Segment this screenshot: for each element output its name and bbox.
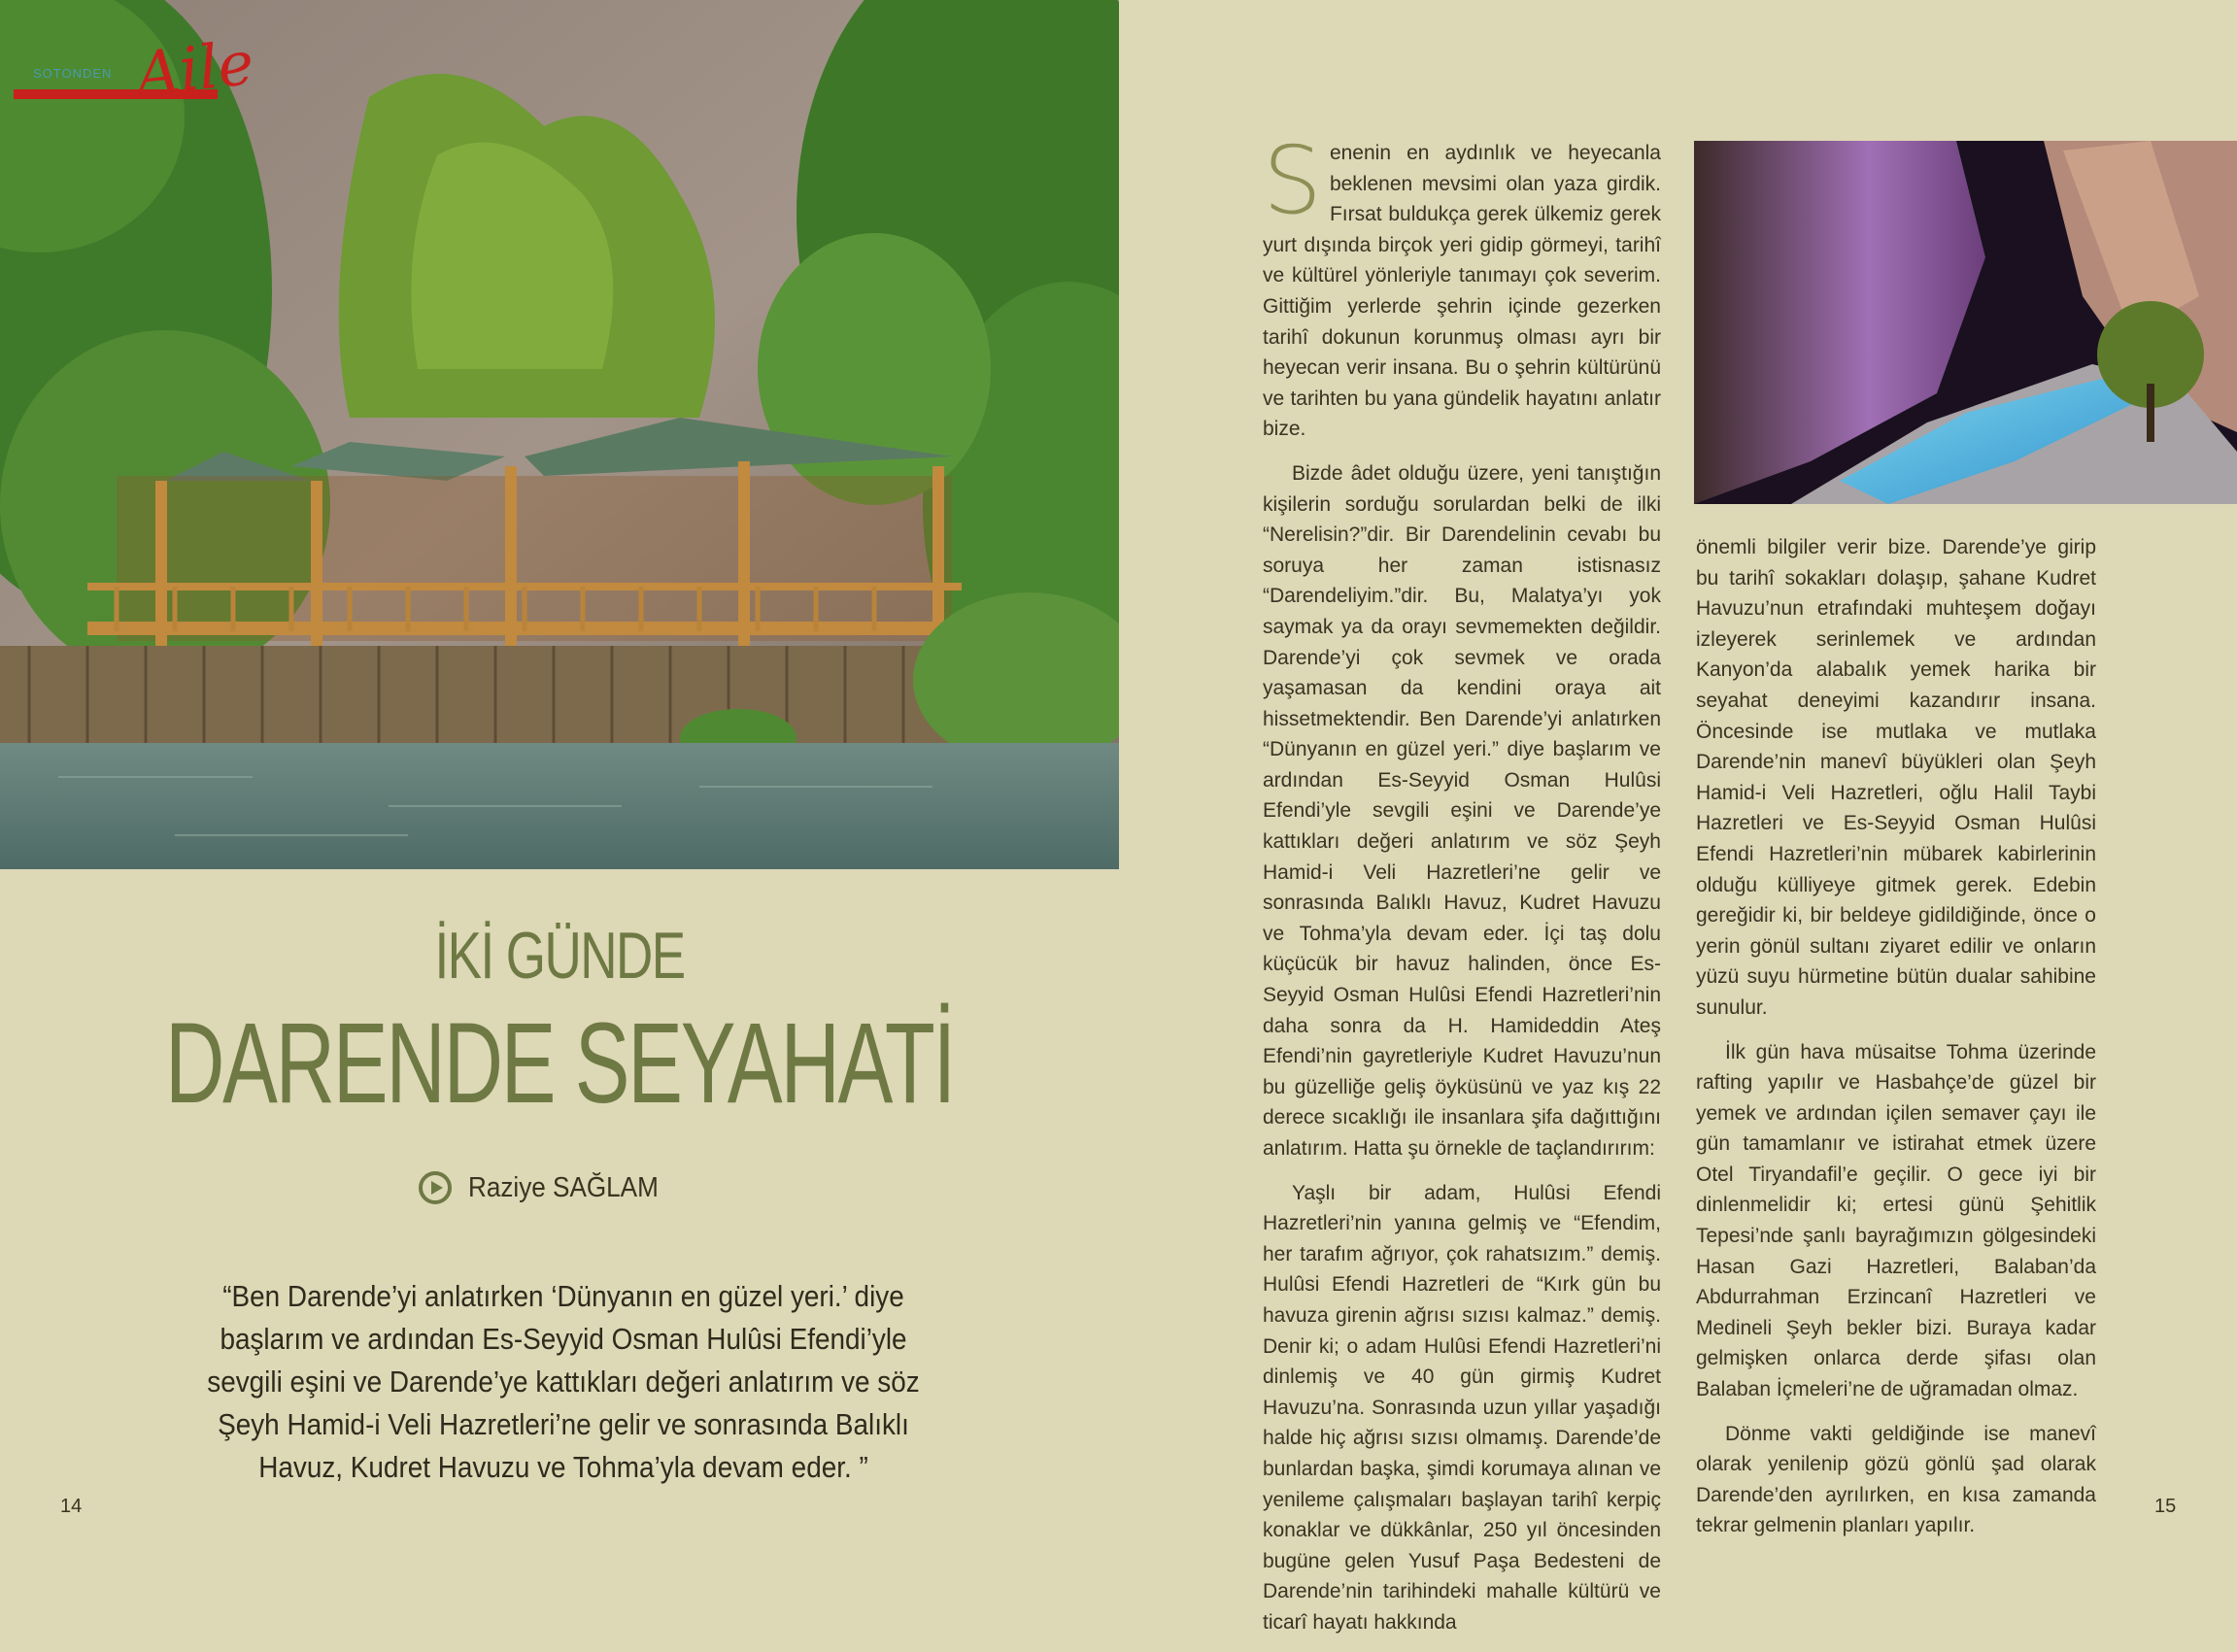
- title-line-2: DARENDE SEYAHATİ: [164, 999, 955, 1128]
- drop-cap: S: [1263, 126, 1322, 235]
- author-byline: [418, 1168, 680, 1207]
- page-number-left: 14: [60, 1496, 83, 1517]
- pull-quote: “Ben Darende’yi anlatırken ‘Dünyanın en güzel yeri.’ diye başlarım ve ardından Es-Seyyid Osman Hulûsi Efendi’yle sevgili eşini ve Darende’ye kattıkları değeri anlatırım ve söz Şeyh Hamid-i Veli Hazretleri’ne gelir ve sonrasında Balıklı Havuz, Kudret Havuzu ve Tohma’yla devam eder. ”: [207, 1279, 920, 1484]
- pavilion-photo: [0, 0, 1119, 869]
- play-circle-icon: [418, 1170, 453, 1205]
- brand-name: Aile: [132, 26, 257, 111]
- title-line-1: İKİ GÜNDE: [434, 919, 685, 993]
- paragraph-intro: [1263, 126, 1661, 445]
- paragraph-6: Dönme vakti geldiğinde ise manevî olarak yenilenip gözü gönlü şad olarak Darende’den ayrılırken, en kısa zamanda tekrar gelmenin planları yapılır.: [1696, 1422, 2096, 1537]
- article-title: [0, 919, 1119, 1128]
- paragraph-4: önemli bilgiler verir bize. Darende’ye girip bu tarihî sokakları dolaşıp, şahane Kudret Havuzu’nun etrafındaki muhteşem doğayı izleyerek serinlemek ve ardından Kanyon’da alabalık yemek harika bir seyahat deneyimi kazandırır insana. Öncesinde ise mutlaka ve mutlaka Darende’nin manevî büyükleri olan Şeyh Hamid-i Veli Hazretleri, oğlu Halil Taybi Hazretleri ve Es-Seyyid Osman Hulûsi Efendi Hazretleri’nin mübarek kabirlerinin olduğu külliyeye gitmek gerek. Edebin gereğidir ki, bir beldeye gidildiğinde, önce o yerin gönül sultanı ziyaret edilir ve onların yüzü suyu hürmetine bütün dualar sahibine sunulur.: [1696, 536, 2096, 1019]
- paragraph-5: İlk gün hava müsaitse Tohma üzerinde rafting yapılır ve Hasbahçe’de güzel bir yemek ve ardından içilen semaver çayı ile gün tamamlanır ve istirahat etmek üzere Otel Tiryandafil’e geçilir. O gece iyi bir dinlenmelidir ki; ertesi günü Şehitlik Tepesi’nde şanlı bayrağımızın gölgesindeki Hasan Gazi Hazretleri, Balaban’da Abdurrahman Erzincanî Hazretleri ve Medineli Şeyh bekler bizi. Buraya kadar gelmişken onlarca derde şifası olan Balaban İçmeleri’ne de uğramadan olmaz.: [1696, 1040, 2096, 1401]
- paragraph-1-text: enenin en aydınlık ve heyecanla beklenen mevsimi olan yaza girdik. Fırsat buldukça gerek ülkemiz gerek yurt dışında birçok yeri gidip görmeyi, tarihî ve kültürel yönleriyle tanımayı çok severim. Gittiğim yerlerde şehrin içinde gezerken tarihî dokunun korunmuş olması ayrı bir heyecan verir insana. Bu o şehrin kültürünü ve tarihten bu yana gündelik hayatını anlatır bize.: [1263, 142, 1661, 441]
- canyon-night-photo: [1694, 141, 2237, 504]
- magazine-logo: [14, 26, 266, 117]
- page-number-right: 15: [2154, 1496, 2177, 1517]
- brand-section-label: SOTONDEN: [33, 66, 113, 81]
- paragraph-2: Bizde âdet olduğu üzere, yeni tanıştığın kişilerin sorduğu sorulardan belki de ilki “Nerelisin?”dir. Bir Darendelinin cevabı bu soruya her zaman istisnasız “Darendeliyim.”dir. Bu, Malatya’yı yok saymak ya da orayı sevmemekten değildir. Darende’yi çok sevmek ve orada yaşamasan da kendini oraya ait hissetmektendir. Ben Darende’yi anlatırken “Dünyanın en güzel yeri.” diye başlarım ve ardından Es-Seyyid Osman Hulûsi Efendi’yle sevgili eşini ve Darende’ye kattıkları değeri anlatırım ve söz Şeyh Hamid-i Veli Hazretleri’ne gelir ve sonrasında Balıklı Havuz, Kudret Havuzu ve Tohma’yla devam eder. İçi taş dolu küçücük bir havuz halinden, önce Es-Seyyid Osman Hulûsi Efendi Hazretleri’nin daha sonra da H. Hamideddin Ateş Efendi’nin gayretleriyle Kudret Havuzu’nun bu güzelliğe geliş öyküsünü ve yaz kış 22 derece sıcaklığı ile insanlara şifa dağıttığını anlatırım. Hatta şu örnekle de taçlandırırım:: [1263, 461, 1661, 1160]
- article-column-2: [1696, 532, 2096, 1555]
- paragraph-3: Yaşlı bir adam, Hulûsi Efendi Hazretleri’nin yanına gelmiş ve “Efendim, her tarafım ağrıyor, çok rahatsızım.” demiş. Hulûsi Efendi Hazretleri de “Kırk gün bu havuza girenin ağrısı sızısı kalmaz.” demiş. Denir ki; o adam Hulûsi Efendi Hazretleri’ni dinlemiş ve 40 gün girmiş Kudret Havuzu’na. Sonrasında uzun yıllar yaşadığı halde hiç ağrısı sızısı olmamış. Darende’de bunlardan başka, şimdi korumaya alınan ve yenileme çalışmaları başlayan tarihî kerpiç konaklar ve dükkânlar, 250 yıl öncesinden bugüne gelen Yusuf Paşa Bedesteni de Darende’nin tarihindeki mahalle kültürü ve ticarî hayatı hakkında: [1263, 1181, 1661, 1634]
- author-name: Raziye SAĞLAM: [468, 1171, 659, 1203]
- article-column-1: [1263, 126, 1661, 1652]
